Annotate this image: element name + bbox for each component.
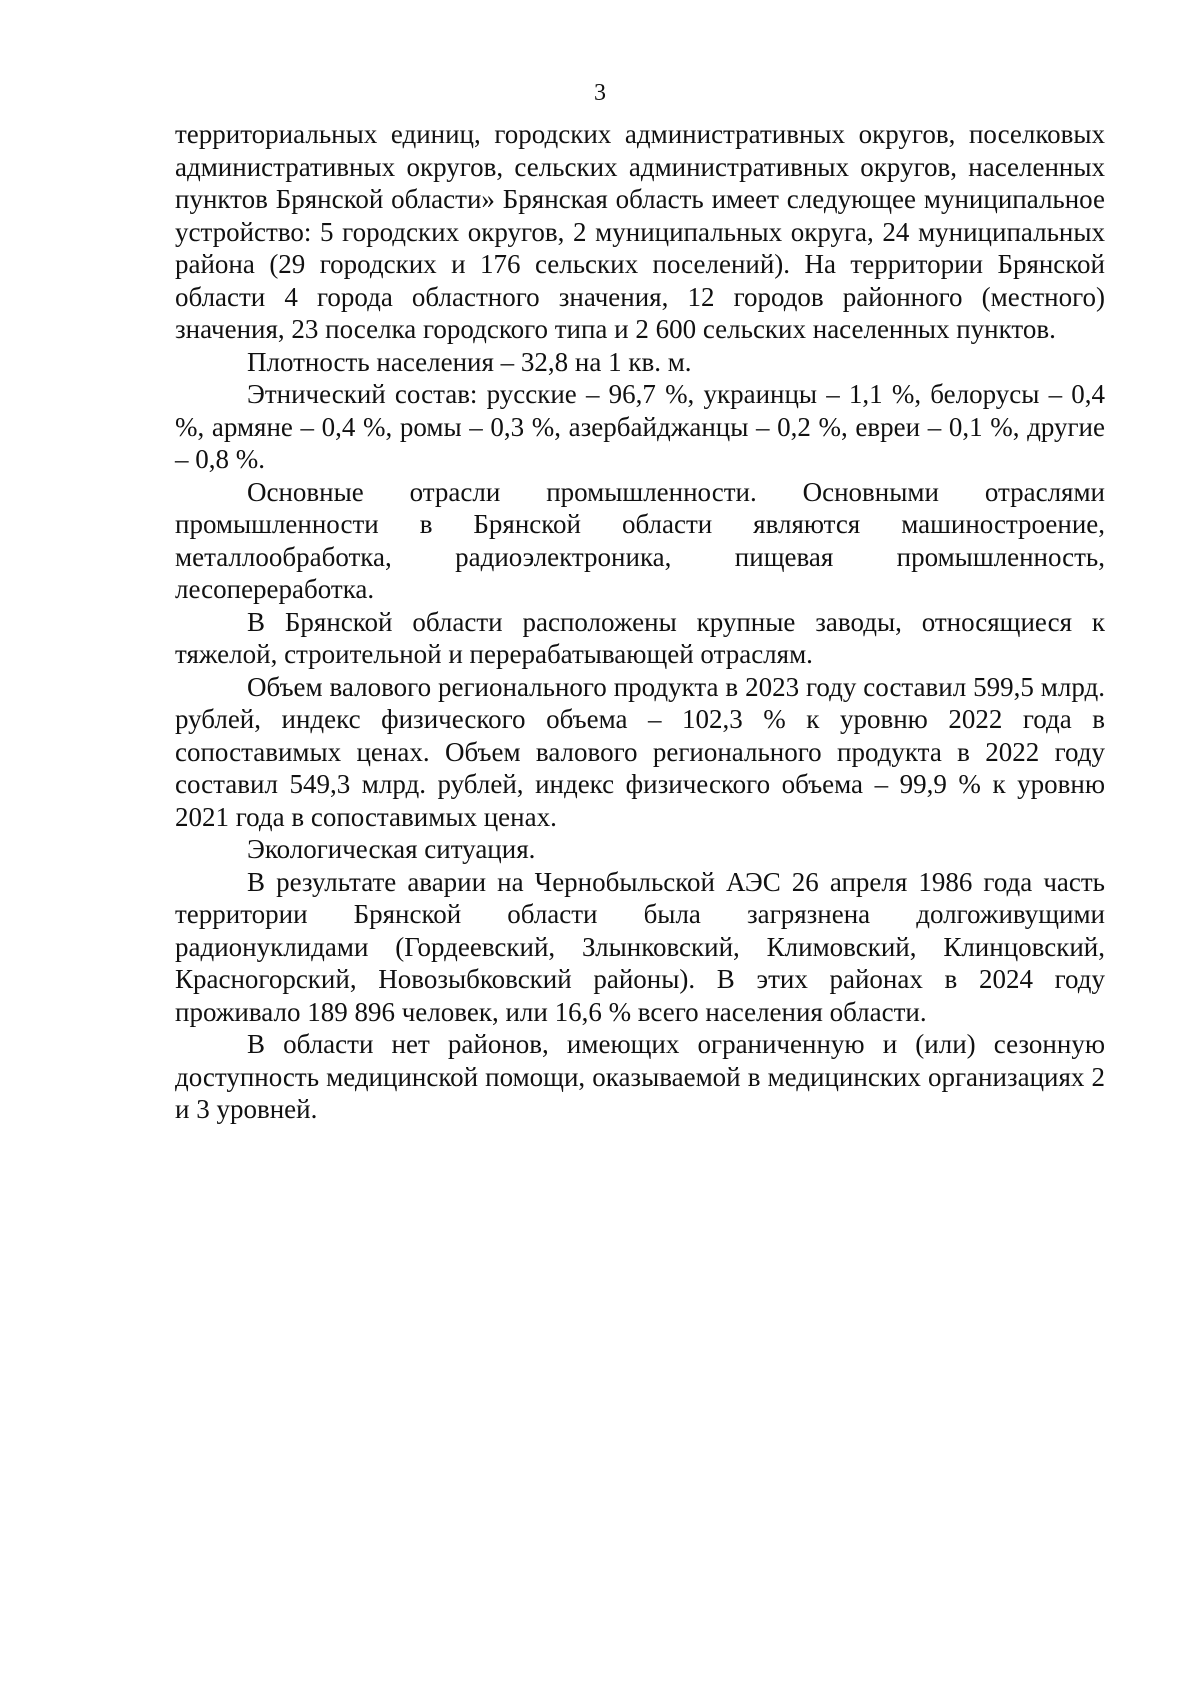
document-body — [175, 118, 1105, 1126]
paragraph-ethnic-composition: Этнический состав: русские – 96,7 %, украинцы – 1,1 %, белорусы – 0,4 %, армяне – 0,4 %, ромы – 0,3 %, азербайджанцы – 0,2 %, евреи – 0,1 %, другие – 0,8 %. — [175, 379, 1105, 474]
paragraph-ecology-heading: Экологическая ситуация. — [247, 834, 536, 864]
page-number: 3 — [594, 80, 606, 106]
paragraph-industry-sectors: Основные отрасли промышленности. Основными отраслями промышленности в Брянской области являются машиностроение, металлообработка, радиоэлектроника, пищевая промышленность, лесопереработка. — [175, 476, 1105, 604]
paragraph-municipal-structure: территориальных единиц, городских административных округов, поселковых административных округов, сельских административных округов, населенных пунктов Брянской области» Брянская область имеет следующее муниципальное устройство: 5 городских округов, 2 муниципальных округа, 24 муниципальных района (29 городских и 176 сельских поселений). На территории Брянской области 4 города областного значения, 12 городов районного (местного) значения, 23 поселка городского типа и 2 600 сельских населенных пунктов. — [175, 119, 1105, 344]
paragraph-medical-access: В области нет районов, имеющих ограниченную и (или) сезонную доступность медицинской помощи, оказываемой в медицинских организациях 2 и 3 уровней. — [175, 1029, 1105, 1124]
paragraph-large-plants: В Брянской области расположены крупные заводы, относящиеся к тяжелой, строительной и перерабатывающей отраслям. — [175, 606, 1105, 669]
paragraph-population-density: Плотность населения – 32,8 на 1 кв. м. — [247, 346, 692, 377]
paragraph-chernobyl: В результате аварии на Чернобыльской АЭС 26 апреля 1986 года часть территории Брянской области была загрязнена долгоживущими радионуклидами (Гордеевский, Злынковский, Климовский, Клинцовский, Красногорский, Новозыбковский районы). В этих районах в 2024 году проживало 189 896 человек, или 16,6 % всего населения области. — [175, 866, 1105, 1027]
paragraph-grp: Объем валового регионального продукта в 2023 году составил 599,5 млрд. рублей, индекс физического объема – 102,3 % к уровню 2022 года в сопоставимых ценах. Объем валового регионального продукта в 2022 году составил 549,3 млрд. рублей, индекс физического объема – 99,9 % к уровню 2021 года в сопоставимых ценах. — [175, 671, 1105, 832]
